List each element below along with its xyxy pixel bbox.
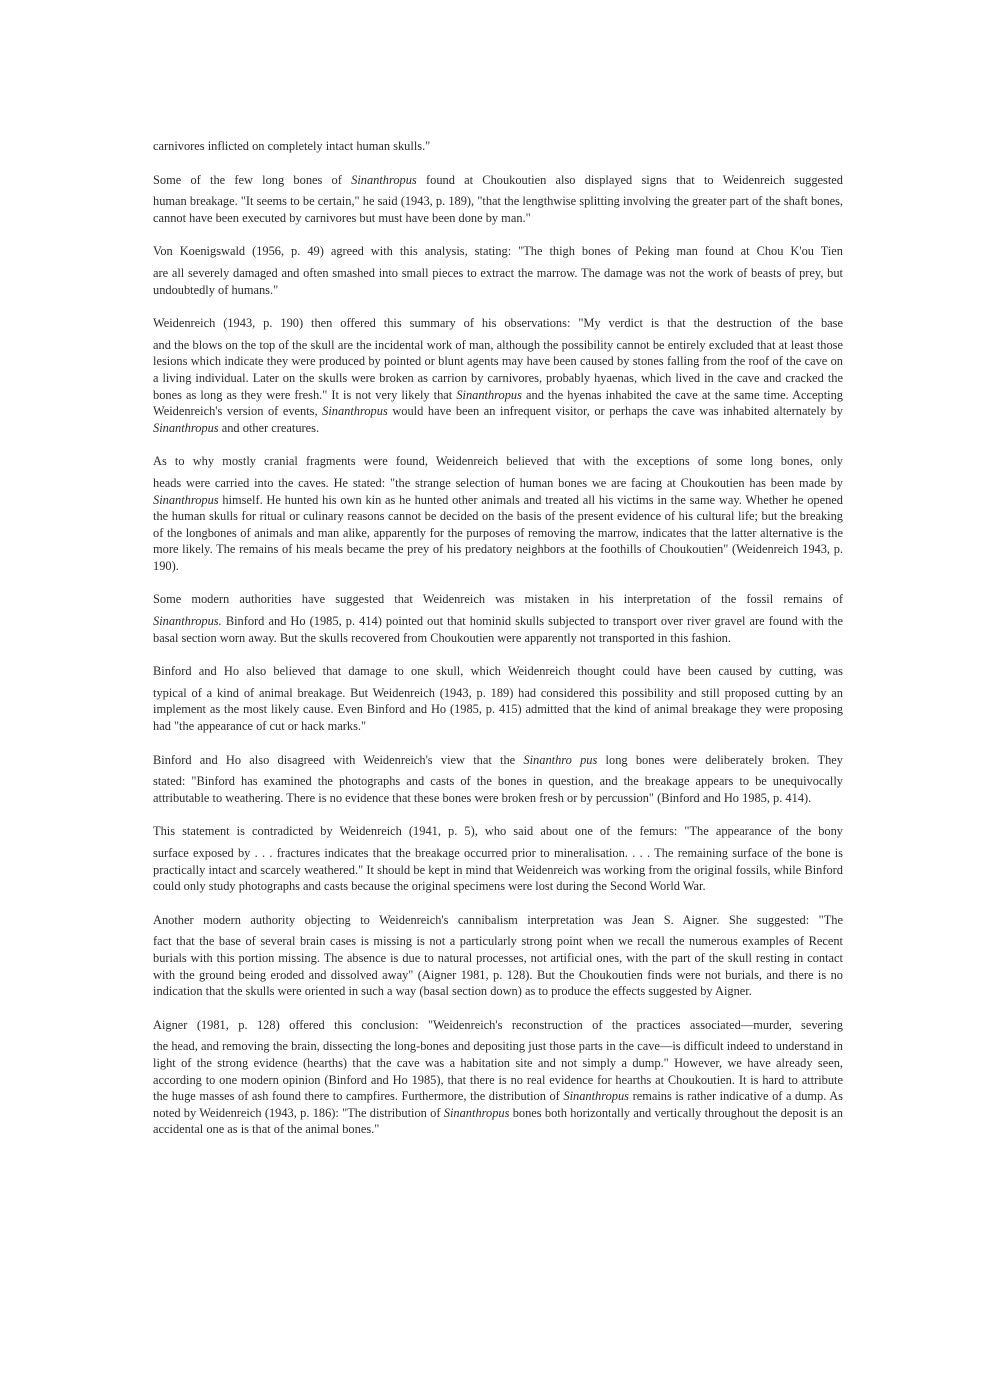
paragraph-body: Sinanthropus. Binford and Ho (1985, p. 414) pointed out that hominid skulls subjected to transport over river gravel are found with the basal section worn away. But the skulls recovered from Choukoutien were apparently not transported in this fashion. (153, 614, 843, 645)
paragraph-first-line: Weidenreich (1943, p. 190) then offered this summary of his observations: "My verdict is that the destruction of the base (153, 316, 843, 331)
paragraph (153, 243, 843, 298)
paragraph-gap (153, 226, 843, 243)
paragraph-first-line: Von Koenigswald (1956, p. 49) agreed with this analysis, stating: "The thigh bones of Peking man found at Chou K'ou Tien (153, 244, 843, 259)
paragraph-gap (153, 298, 843, 315)
paragraph (153, 752, 843, 807)
paragraph-first-line: carnivores inflicted on completely intact human skulls." (153, 139, 431, 153)
paragraph (153, 138, 843, 155)
paragraph-first-line: Binford and Ho also disagreed with Weidenreich's view that the Sinanthro pus long bones were deliberately broken. They (153, 752, 844, 767)
paragraph-body: heads were carried into the caves. He stated: "the strange selection of human bones we are facing at Choukoutien has been made by Sinanthropus himself. He hunted his own kin as he hunted other animals and treated all his victims in the same way. Whether he opened the human skulls for ritual or culinary reasons cannot be decided on the basis of the present evidence of his cultural life; but the breaking of the longbones of animals and man alike, apparently for the purposes of removing the marrow, indicates that the latter alternative is the more likely. The remains of his meals became the prey of his predatory neighbors at the foothills of Choukoutien" (Weidenreich 1943, p. 190). (153, 475, 843, 573)
paragraph-gap (153, 436, 843, 453)
paragraph-body: stated: "Binford has examined the photographs and casts of the bones in question, and the breakage appears to be unequivocally attributable to weathering. There is no evidence that these bones were broken fresh or by percussion" (Binford and Ho 1985, p. 414). (153, 774, 843, 805)
paragraph (153, 912, 843, 1000)
paragraph (153, 663, 843, 734)
paragraph-gap (153, 806, 843, 823)
paragraph (153, 315, 843, 436)
paragraph-first-line: Some of the few long bones of Sinanthropus found at Choukoutien also displayed signs that to Weidenreich suggested (153, 172, 843, 187)
paragraph (153, 172, 843, 227)
paragraph-body: the head, and removing the brain, dissecting the long-bones and depositing just those parts in the cave—is difficult indeed to understand in light of the strong evidence (hearths) that the cave was a habitation site and not simply a dump." However, we have already seen, according to one modern opinion (Binford and Ho 1985), that there is no real evidence for hearths at Choukoutien. It is hard to attribute the huge masses of ash found there to campfires. Furthermore, the distribution of Sinanthropus remains is rather indicative of a dump. As noted by Weidenreich (1943, p. 186): "The distribution of Sinanthropus bones both horizontally and vertically throughout the deposit is an accidental one as is that of the animal bones." (153, 1039, 843, 1137)
document-page (153, 138, 843, 1138)
paragraph-body: and the blows on the top of the skull are the incidental work of man, although the possibility cannot be entirely excluded that at least those lesions which indicate they were produced by pointed or blunt agents may have been caused by stones falling from the roof of the cave on a living individual. Later on the skulls were broken as carrion by carnivores, probably hyaenas, which lived in the cave and cracked the bones as long as they were fresh." It is not very likely that Sinanthropus and the hyenas inhabited the cave at the same time. Accepting Weidenreich's version of events, Sinanthropus would have been an infrequent visitor, or perhaps the cave was inhabited alternately by Sinanthropus and other creatures. (153, 337, 843, 435)
paragraph-gap (153, 155, 843, 172)
paragraph-first-line: This statement is contradicted by Weidenreich (1941, p. 5), who said about one of the femurs: "The appearance of the bony (153, 824, 843, 839)
paragraph-first-line: As to why mostly cranial fragments were found, Weidenreich believed that with the exceptions of some long bones, only (153, 454, 843, 469)
paragraph (153, 823, 843, 894)
paragraph-body: fact that the base of several brain cases is missing is not a particularly strong point when we recall the numerous examples of Recent burials with this portion missing. The absence is due to natural processes, not artificial ones, with the part of the skull resting in contact with the ground being eroded and dissolved away" (Aigner 1981, p. 128). But the Choukoutien finds were not burials, and there is no indication that the skulls were oriented in such a way (basal section down) as to produce the effects suggested by Aigner. (153, 934, 843, 999)
paragraph-first-line: Binford and Ho also believed that damage to one skull, which Weidenreich thought could have been caused by cutting, was (153, 664, 843, 679)
paragraph-first-line: Some modern authorities have suggested that Weidenreich was mistaken in his interpretation of the fossil remains of (153, 592, 843, 607)
body-text (153, 138, 843, 1138)
paragraph (153, 453, 843, 574)
paragraph-body: human breakage. "It seems to be certain," he said (1943, p. 189), "that the lengthwise splitting involving the greater part of the shaft bones, cannot have been executed by carnivores but must have been done by man." (153, 194, 843, 225)
paragraph (153, 1017, 843, 1138)
paragraph-body: typical of a kind of animal breakage. But Weidenreich (1943, p. 189) had considered this possibility and still proposed cutting by an implement as the most likely cause. Even Binford and Ho (1985, p. 415) admitted that the kind of animal breakage they were proposing had "the appearance of cut or hack marks." (153, 685, 843, 734)
paragraph-gap (153, 735, 843, 752)
paragraph (153, 591, 843, 646)
paragraph-gap (153, 646, 843, 663)
paragraph-body: surface exposed by . . . fractures indicates that the breakage occurred prior to mineralisation. . . . The remaining surface of the bone is practically intact and scarcely weathered." It should be kept in mind that Weidenreich was working from the original fossils, while Binford could only study photographs and casts because the original specimens were lost during the Second World War. (153, 846, 843, 894)
paragraph-body: are all severely damaged and often smashed into small pieces to extract the marrow. The damage was not the work of beasts of prey, but undoubtedly of humans." (153, 265, 843, 297)
paragraph-first-line: Another modern authority objecting to Weidenreich's cannibalism interpretation was Jean S. Aigner. She suggested: "The (153, 912, 843, 927)
paragraph-gap (153, 1000, 843, 1017)
paragraph-gap (153, 895, 843, 912)
paragraph-first-line: Aigner (1981, p. 128) offered this conclusion: "Weidenreich's reconstruction of the practices associated—murder, severing (153, 1017, 843, 1032)
paragraph-gap (153, 574, 843, 591)
